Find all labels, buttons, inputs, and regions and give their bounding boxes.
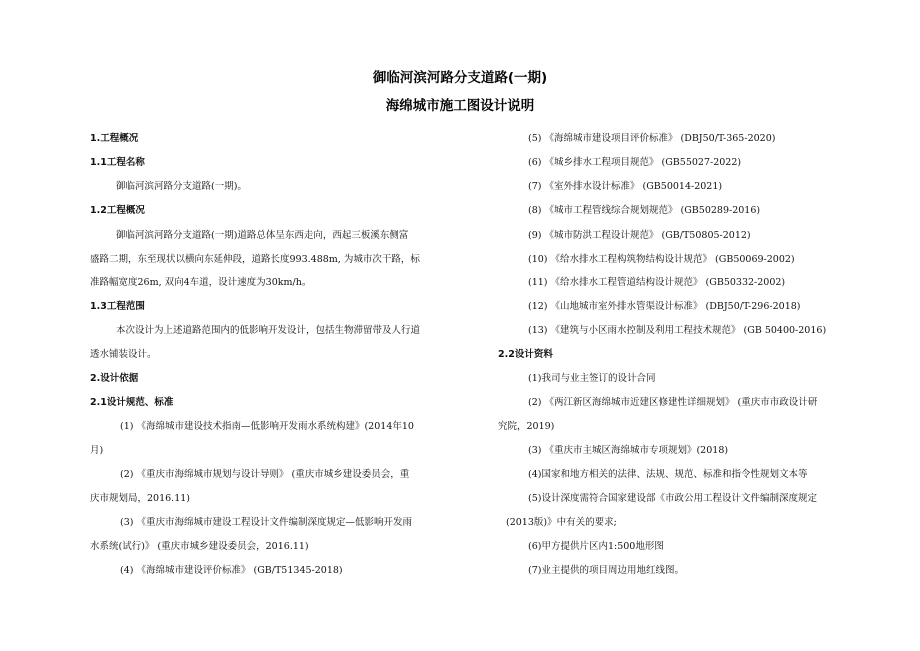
subsection-heading: 2.2设计资料	[498, 349, 553, 360]
subsection-heading: 1.2工程概况	[90, 205, 145, 216]
reference-item: (6) 《城乡排水工程项目规范》 (GB55027-2022)	[528, 157, 742, 168]
section-heading: 2.设计依据	[90, 373, 139, 384]
overview-text: 盛路二期，东至现状以横向东延伸段，道路长度993.488m, 为城市次干路，标	[90, 254, 420, 265]
reference-item: (9) 《城市防洪工程设计规范》 (GB/T50805-2012)	[528, 230, 751, 241]
design-material-item: (6)甲方提供片区内1:500地形图	[528, 541, 664, 552]
reference-item: 庆市规划局，2016.11)	[90, 493, 190, 504]
reference-item: 水系统(试行)》 (重庆市城乡建设委员会，2016.11)	[90, 541, 309, 552]
section-heading: 1.工程概况	[90, 133, 139, 144]
subsection-heading: 2.1设计规范、标准	[90, 397, 174, 408]
subsection-heading: 1.3工程范围	[90, 301, 145, 312]
reference-item: (8) 《城市工程管线综合规划规范》 (GB50289-2016)	[528, 205, 761, 216]
reference-item: (10) 《给水排水工程构筑物结构设计规范》 (GB50069-2002)	[528, 254, 795, 265]
design-material-item: (5)设计深度需符合国家建设部《市政公用工程设计文件编制深度规定	[528, 493, 817, 504]
design-material-item: (3) 《重庆市主城区海绵城市专项规划》(2018)	[528, 445, 729, 456]
project-name-text: 御临河滨河路分支道路(一期)。	[116, 181, 247, 192]
reference-item: (4) 《海绵城市建设评价标准》 (GB/T51345-2018)	[120, 565, 343, 576]
overview-text: 御临河滨河路分支道路(一期)道路总体呈东西走向，西起三板溪东侧富	[116, 230, 409, 241]
overview-text: 准路幅宽度26m, 双向4车道，设计速度为30km/h。	[90, 277, 312, 288]
reference-item: (3) 《重庆市海绵城市建设工程设计文件编制深度规定—低影响开发雨	[120, 517, 412, 528]
reference-item: (11) 《给水排水工程管道结构设计规范》 (GB50332-2002)	[528, 277, 786, 288]
scope-text: 本次设计为上述道路范围内的低影响开发设计，包括生物滞留带及人行道	[116, 325, 421, 336]
reference-item: 月)	[90, 445, 104, 456]
design-material-item: (1)我司与业主签订的设计合同	[528, 373, 656, 384]
design-material-item: (2013版)》中有关的要求;	[506, 517, 617, 528]
reference-item: (1) 《海绵城市建设技术指南—低影响开发雨水系统构建》(2014年10	[120, 421, 414, 432]
reference-item: (7) 《室外排水设计标准》 (GB50014-2021)	[528, 181, 723, 192]
reference-item: (5) 《海绵城市建设项目评价标准》 (DBJ50/T-365-2020)	[528, 133, 776, 144]
reference-item: (2) 《重庆市海绵城市规划与设计导则》 (重庆市城乡建设委员会，重	[120, 469, 410, 480]
design-material-item: (2) 《两江新区海绵城市近建区修建性详细规划》 (重庆市市政设计研	[528, 397, 818, 408]
document-title: 御临河滨河路分支道路(一期)	[372, 70, 548, 86]
design-material-item: 究院，2019)	[498, 421, 555, 432]
reference-item: (12) 《山地城市室外排水管渠设计标准》 (DBJ50/T-296-2018)	[528, 301, 801, 312]
reference-item: (13) 《建筑与小区雨水控制及利用工程技术规范》 (GB 50400-2016)	[528, 325, 827, 336]
subsection-heading: 1.1工程名称	[90, 157, 145, 168]
design-material-item: (4)国家和地方相关的法律、法规、规范、标准和指令性规划文本等	[528, 469, 808, 480]
scope-text: 透水铺装设计。	[90, 349, 157, 360]
design-material-item: (7)业主提供的项目周边用地红线图。	[528, 565, 684, 576]
document-subtitle: 海绵城市施工图设计说明	[385, 98, 535, 114]
